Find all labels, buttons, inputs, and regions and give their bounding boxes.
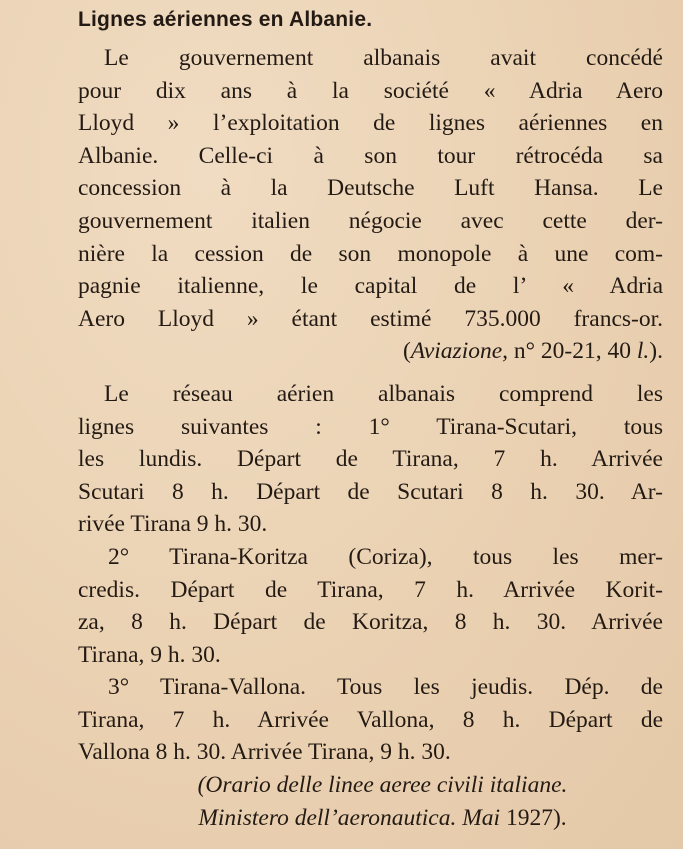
text-line: rivée Tirana 9 h. 30. [78, 511, 268, 538]
text-line: nière la cession de son monopole à une com- [78, 240, 663, 267]
text-line: Lloyd » l’exploitation de lignes aériennes en [78, 110, 663, 137]
text-line: concession à la Deutsche Luft Hansa. Le [78, 175, 663, 202]
text-line: credis. Départ de Tirana, 7 h. Arrivée Korit- [78, 576, 663, 603]
text-line: pour dix ans à la société « Adria Aero [78, 77, 663, 104]
text-line: pagnie italienne, le capital de l’ « Adria [78, 273, 663, 300]
text-line: Le réseau aérien albanais comprend les [104, 380, 663, 407]
article-heading: Lignes aériennes en Albanie. [78, 8, 373, 31]
source-citation-orario [78, 769, 663, 834]
text-line: Aero Lloyd » étant estimé 735.000 francs-or. [78, 305, 663, 332]
citation-line: (Orario delle linee aeree civili italiane. [197, 772, 568, 799]
text-line: les lundis. Départ de Tirana, 7 h. Arrivée [78, 446, 663, 473]
text-line: Tirana, 9 h. 30. [78, 641, 221, 668]
paragraph-network [78, 378, 663, 541]
text-line: za, 8 h. Départ de Koritza, 8 h. 30. Arrivée [78, 609, 663, 636]
text-line: gouvernement italien négocie avec cette der- [78, 207, 663, 234]
text-line: 2° Tirana-Koritza (Coriza), tous les mer- [108, 543, 663, 570]
citation-line: Ministero dell’aeronautica. Mai 1927). [198, 804, 567, 831]
text-line: Le gouvernement albanais avait concédé [104, 45, 663, 71]
text-line: Vallona 8 h. 30. Arrivée Tirana, 9 h. 30. [78, 739, 451, 766]
text-line: lignes suivantes : 1° Tirana-Scutari, tous [78, 413, 663, 440]
paragraph-route-vallona [78, 671, 663, 769]
text-line: Tirana, 7 h. Arrivée Vallona, 8 h. Départ de [78, 706, 663, 733]
paragraph-route-koritza [78, 541, 663, 671]
text-line: Albanie. Celle-ci à son tour rétrocéda sa [78, 142, 663, 169]
text-line: 3° Tirana-Vallona. Tous les jeudis. Dép. de [108, 674, 663, 701]
text-line: Scutari 8 h. Départ de Scutari 8 h. 30. Ar- [78, 478, 663, 505]
paragraph-concession [78, 42, 663, 368]
source-citation-aviazione: (Aviazione, n° 20-21, 40 l.). [402, 338, 663, 365]
